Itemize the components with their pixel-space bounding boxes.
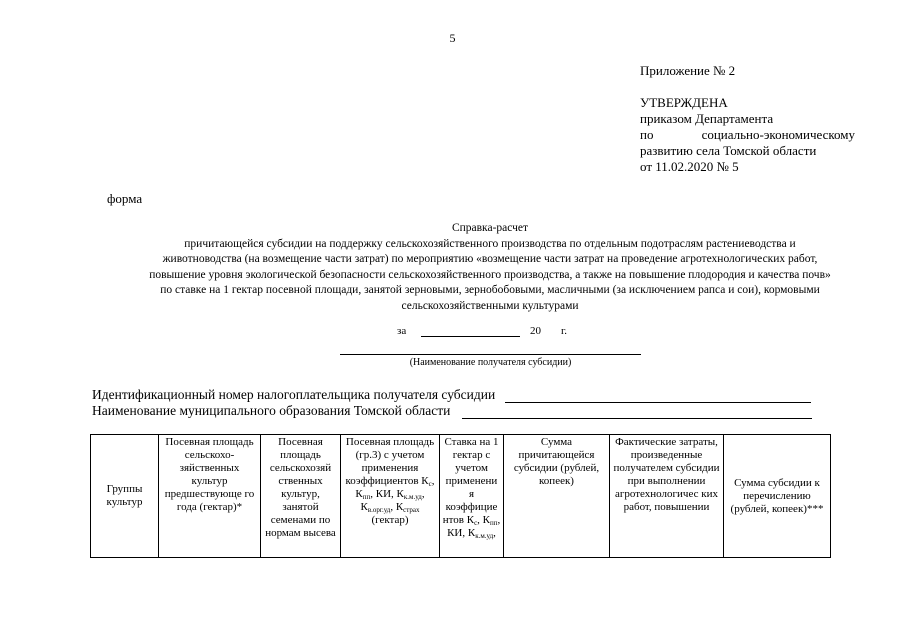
recipient-line	[340, 354, 641, 355]
header-adjusted-area	[341, 435, 440, 558]
col5-sub-kmud: к.м.уд	[475, 532, 494, 540]
col4-text-e: , КИ, К	[370, 488, 404, 500]
approval-heading: УТВЕРЖДЕНА	[640, 95, 728, 110]
header-crop-groups: Группы культур	[91, 435, 159, 558]
header-previous-year-area: Посевная площадь сельскохо-зяйственных культур предшествующе го года (гектар)*	[159, 435, 261, 558]
col4-text-a: Посевная площадь (гр.3) с учетом применения коэффициентов К	[345, 436, 435, 487]
header-subsidy-due: Сумма причитающейся субсидии (рублей, копеек)	[504, 435, 610, 558]
recipient-caption: (Наименование получателя субсидии)	[409, 357, 572, 368]
period-g: г.	[561, 325, 568, 337]
approval-line-1: приказом Департамента	[640, 111, 774, 126]
col5-text-a: Ставка на 1 гектар с учетом применени я коэффицие нтов К	[442, 436, 499, 526]
header-subsidy-transfer: Сумма субсидии к перечислению (рублей, копеек)***	[724, 435, 831, 558]
inn-blank	[505, 390, 811, 403]
approval-line-2-b: социально-экономическому	[701, 127, 855, 142]
col4-text-c: , К	[355, 475, 435, 500]
col4-text-k: (гектар)	[371, 514, 409, 526]
approval-line-2-a: по	[640, 127, 654, 142]
period-year: 20	[530, 325, 541, 337]
col4-sub-c: с	[428, 480, 432, 488]
inn-row	[92, 387, 811, 403]
col5-text-c: , К	[477, 514, 491, 526]
approval-line-4: от 11.02.2020 № 5	[640, 159, 739, 174]
appendix-label: Приложение № 2	[640, 63, 736, 78]
col5-text-g: ,	[493, 527, 496, 539]
col4-text-g: , К	[360, 488, 425, 513]
title-line-3: повышение уровня экологической безопасности сельскохозяйственного производства, а также на повышение плодородия и качества почв»	[149, 268, 831, 281]
approval-block	[640, 95, 855, 175]
header-actual-costs: Фактические затраты, произведенные получателем субсидии при выполнении агротехнологичес ких работ, повышении	[610, 435, 724, 558]
document-title	[95, 221, 885, 314]
header-seed-area: Посевная площадь сельскохозяй ственных культур, занятой семенами по нормам высева	[261, 435, 341, 558]
header-rate-per-hectare	[440, 435, 504, 558]
col4-sub-kmud: к.м.уд	[403, 493, 422, 501]
approval-line-2	[640, 127, 855, 143]
municipality-blank	[462, 406, 812, 419]
col4-sub-vorgud: в.орг.уд	[367, 506, 391, 514]
title-heading: Справка-расчет	[451, 222, 529, 234]
page-number: 5	[449, 31, 456, 45]
form-label: форма	[107, 191, 143, 206]
col5-sub-pp: пп	[490, 519, 498, 527]
table-header-row	[91, 435, 831, 558]
approval-line-3: развитию села Томской области	[640, 143, 817, 158]
title-line-1: причитающейся субсидии на поддержку сельскохозяйственного производства по отдельным подотраслям растениеводства и	[184, 237, 796, 250]
municipality-label: Наименование муниципального образования Томской области	[92, 403, 451, 418]
col5-text-e: , КИ, К	[447, 514, 501, 539]
period-za: за	[397, 325, 407, 337]
title-line-2: животноводства (на возмещение части затрат) по мероприятию «возмещение части затрат на проведение агротехнологических работ,	[162, 253, 818, 265]
period-blank	[421, 336, 520, 337]
title-line-5: сельскохозяйственными культурами	[401, 299, 579, 312]
col4-text-i: , К	[390, 501, 404, 513]
col4-sub-pp: пп	[362, 493, 371, 501]
title-line-4: по ставке на 1 гектар посевной площади, занятой зерновыми, зернобобовыми, масличными (за исключением рапса и сои), кормовыми	[160, 284, 820, 296]
calculation-table	[90, 434, 831, 558]
col4-sub-strakh: страх	[403, 506, 420, 514]
municipality-row	[92, 403, 812, 419]
inn-label: Идентификационный номер налогоплательщика получателя субсидии	[92, 387, 496, 402]
col5-sub-c: с	[474, 519, 478, 527]
